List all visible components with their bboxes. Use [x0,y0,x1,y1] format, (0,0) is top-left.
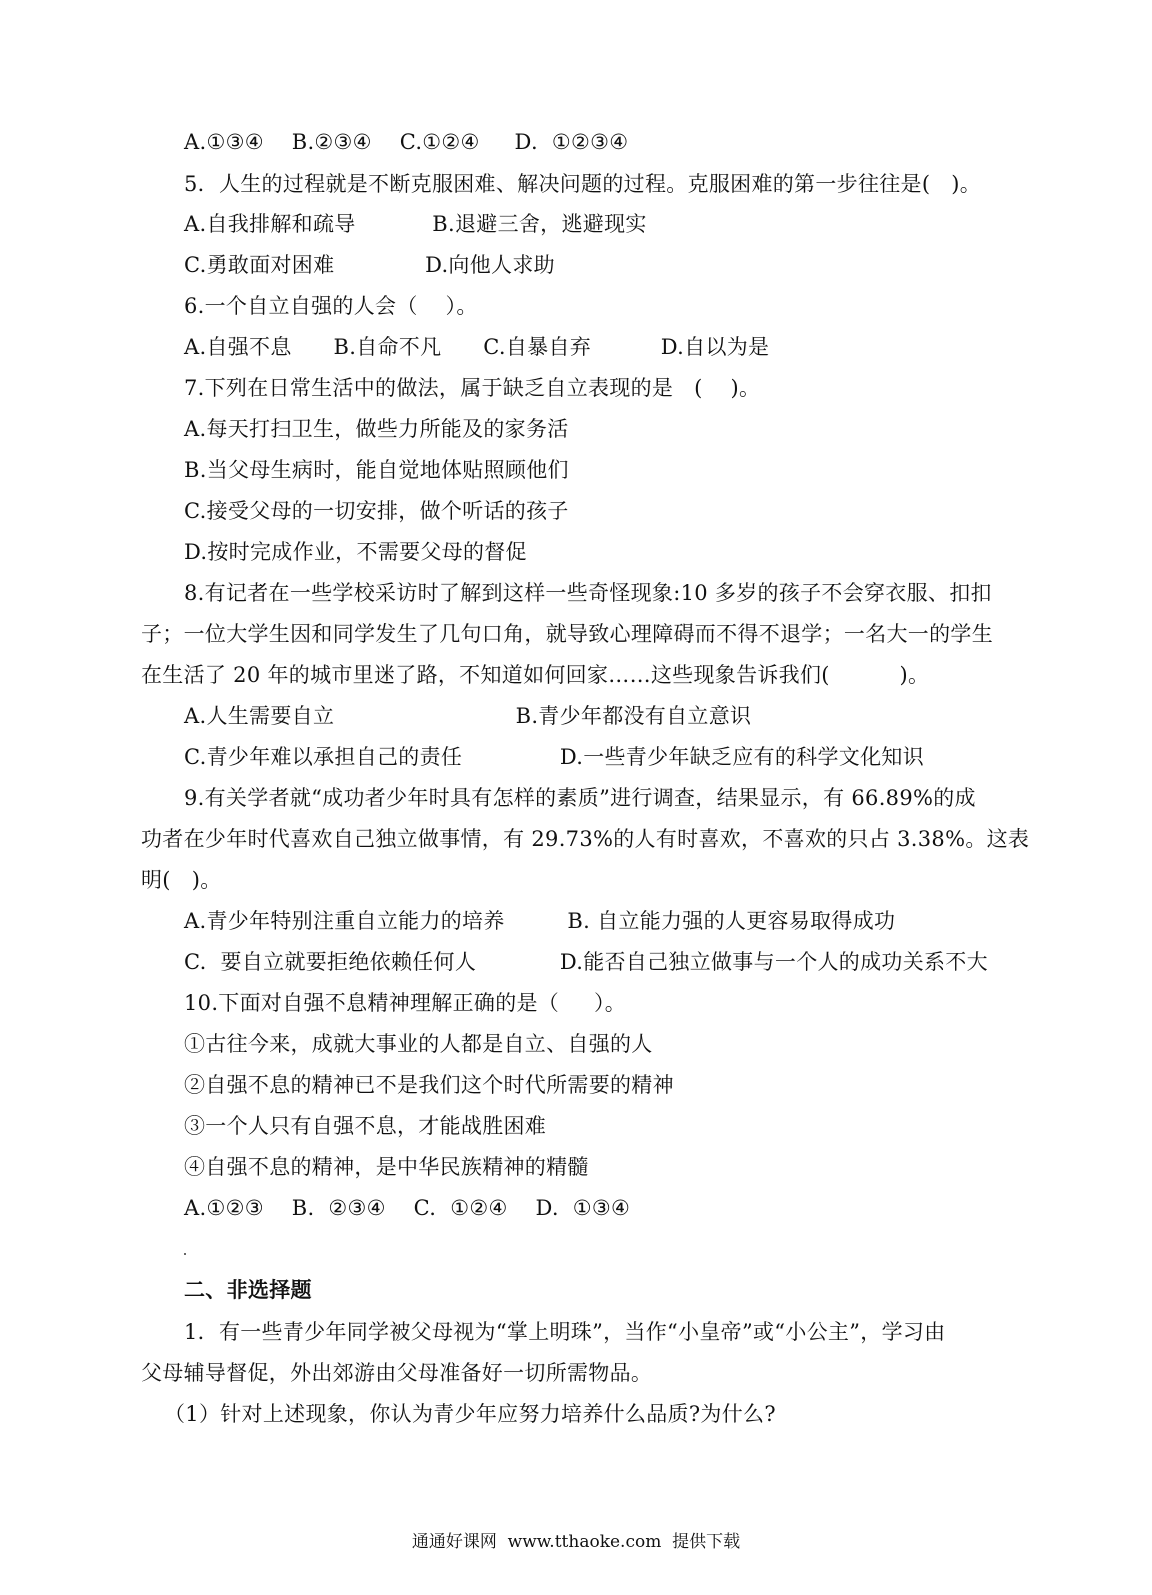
q8-options-ab: A.人生需要自立 B.青少年都没有自立意识 [184,704,752,728]
q5-options-ab: A.自我排解和疏导 B.退避三舍，逃避现实 [184,212,647,236]
q6-options: A.自强不息 B.自命不凡 C.自暴自弃 D.自以为是 [184,335,770,359]
q6-stem: 6.一个自立自强的人会（ ）。 [184,294,478,318]
q10-options: A.①②③ B. ②③④ C. ①②④ D. ①③④ [184,1196,631,1220]
q10-statement-4: ④自强不息的精神，是中华民族精神的精髓 [184,1155,589,1179]
q7-stem: 7.下列在日常生活中的做法，属于缺乏自立表现的是 ( )。 [184,376,761,400]
q10-statement-1: ①古往今来，成就大事业的人都是自立、自强的人 [184,1032,653,1056]
q9-stem-line2: 功者在少年时代喜欢自己独立做事情，有 29.73%的人有时喜欢，不喜欢的只占 3.38%。这表 [141,827,1030,851]
stray-dot [184,1253,186,1255]
q8-options-cd: C.青少年难以承担自己的责任 D.一些青少年缺乏应有的科学文化知识 [184,745,925,769]
q9-stem-line3: 明( )。 [141,868,222,892]
essay-q1-subquestion: （1）针对上述现象，你认为青少年应努力培养什么品质?为什么? [164,1402,776,1426]
q4-options: A.①③④ B.②③④ C.①②④ D. ①②③④ [184,130,629,154]
q9-stem-line1: 9.有关学者就“成功者少年时具有怎样的素质”进行调查，结果显示，有 66.89%的成 [184,786,976,810]
q7-option-c: C.接受父母的一切安排，做个听话的孩子 [184,499,569,523]
essay-q1-line1: 1．有一些青少年同学被父母视为“掌上明珠”，当作“小皇帝”或“小公主”，学习由 [184,1320,946,1344]
q9-options-ab: A.青少年特别注重自立能力的培养 B. 自立能力强的人更容易取得成功 [184,909,896,933]
q7-option-a: A.每天打扫卫生，做些力所能及的家务活 [184,417,569,441]
q7-option-d: D.按时完成作业，不需要父母的督促 [184,540,527,564]
q5-stem: 5．人生的过程就是不断克服困难、解决问题的过程。克服困难的第一步往往是( )。 [184,172,982,196]
q7-option-b: B.当父母生病时，能自觉地体贴照顾他们 [184,458,569,482]
q8-stem-line1: 8.有记者在一些学校采访时了解到这样一些奇怪现象:10 多岁的孩子不会穿衣服、扣扣 [184,581,992,605]
q8-stem-line2: 子；一位大学生因和同学发生了几句口角，就导致心理障碍而不得不退学；一名大一的学生 [141,622,993,646]
essay-q1-line2: 父母辅导督促，外出郊游由父母准备好一切所需物品。 [141,1361,653,1385]
q8-stem-line3: 在生活了 20 年的城市里迷了路，不知道如何回家……这些现象告诉我们( )。 [141,663,930,687]
q10-statement-2: ②自强不息的精神已不是我们这个时代所需要的精神 [184,1073,674,1097]
q10-stem: 10.下面对自强不息精神理解正确的是（ ）。 [184,991,627,1015]
q10-statement-3: ③一个人只有自强不息，才能战胜困难 [184,1114,547,1138]
footer-download-note: 通通好课网 www.tthaoke.com 提供下载 [411,1532,741,1552]
section-heading: 二、非选择题 [184,1277,312,1302]
q5-options-cd: C.勇敢面对困难 D.向他人求助 [184,253,555,277]
q9-options-cd: C. 要自立就要拒绝依赖任何人 D.能否自己独立做事与一个人的成功关系不大 [184,950,988,974]
